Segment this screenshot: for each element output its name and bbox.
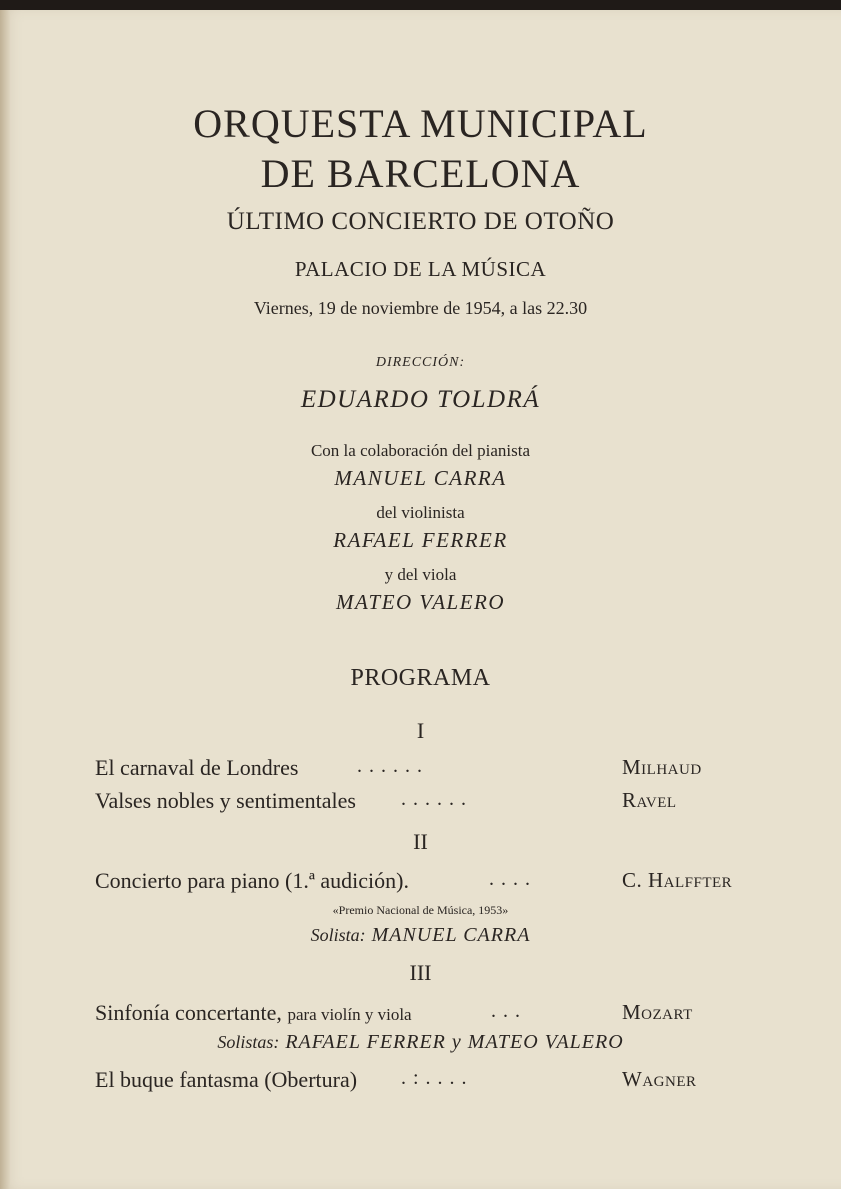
leader-dots: . . . . [489, 868, 531, 890]
leader-dots: . . . [491, 1000, 521, 1022]
work-title: Concierto para piano (1.ª audición). [95, 868, 409, 893]
composer-name: C. Halffter [622, 868, 733, 892]
part-numeral-1: I [416, 718, 425, 743]
part-numeral-2: II [413, 829, 428, 854]
program-item [95, 1067, 745, 1097]
collab-pianist-intro: Con la colaboración del pianista [310, 441, 531, 460]
work-title: El carnaval de Londres [95, 755, 299, 780]
orchestra-title-line1: ORQUESTA MUNICIPAL [193, 101, 648, 146]
work-title [95, 1000, 412, 1026]
award-note: «Premio Nacional de Música, 1953» [332, 903, 509, 917]
leader-dots: . . . . . . [401, 788, 467, 810]
concert-subtitle: ÚLTIMO CONCIERTO DE OTOÑO [226, 208, 615, 235]
violist-name: MATEO VALERO [335, 590, 506, 614]
soloists-note [0, 1031, 841, 1054]
soloist-name-a: RAFAEL FERRER [285, 1031, 446, 1053]
work-title-main: Sinfonía concertante, [95, 1000, 282, 1025]
soloist-name: MANUEL CARRA [371, 924, 531, 946]
leader-dots: . . . . . . [357, 755, 423, 777]
composer-name: Ravel [622, 788, 677, 812]
violinist-name: RAFAEL FERRER [333, 528, 508, 552]
soloists-label: Solistas: [217, 1032, 280, 1052]
part-numeral-3: III [409, 960, 432, 985]
program-page [0, 10, 841, 1189]
composer-name: Mozart [622, 1000, 693, 1024]
program-item [95, 755, 745, 785]
venue: PALACIO DE LA MÚSICA [294, 257, 547, 281]
program-item [95, 1000, 745, 1030]
work-title-suffix: para violín y viola [287, 1005, 412, 1024]
work-title: Valses nobles y sentimentales [95, 788, 356, 813]
program-heading: PROGRAMA [350, 665, 491, 691]
orchestra-title-line2: DE BARCELONA [260, 151, 581, 196]
collab-violinist-intro: del violinista [376, 503, 465, 522]
leader-dots: . : . . . . [401, 1067, 468, 1089]
composer-name: Wagner [622, 1067, 697, 1091]
program-item [95, 868, 745, 898]
soloist-note [0, 924, 841, 947]
program-item [95, 788, 745, 818]
concert-date: Viernes, 19 de noviembre de 1954, a las 22.30 [253, 298, 588, 318]
soloist-label: Solista: [310, 925, 366, 945]
conductor-name: EDUARDO TOLDRÁ [300, 386, 541, 413]
composer-name: Milhaud [622, 755, 702, 779]
work-title: El buque fantasma (Obertura) [95, 1067, 358, 1092]
pianist-name: MANUEL CARRA [334, 466, 507, 490]
soloists-conjunction: y [451, 1031, 462, 1053]
soloist-name-b: MATEO VALERO [467, 1031, 624, 1053]
collab-viola-intro: y del viola [384, 565, 457, 584]
direction-label: DIRECCIÓN: [375, 355, 466, 370]
